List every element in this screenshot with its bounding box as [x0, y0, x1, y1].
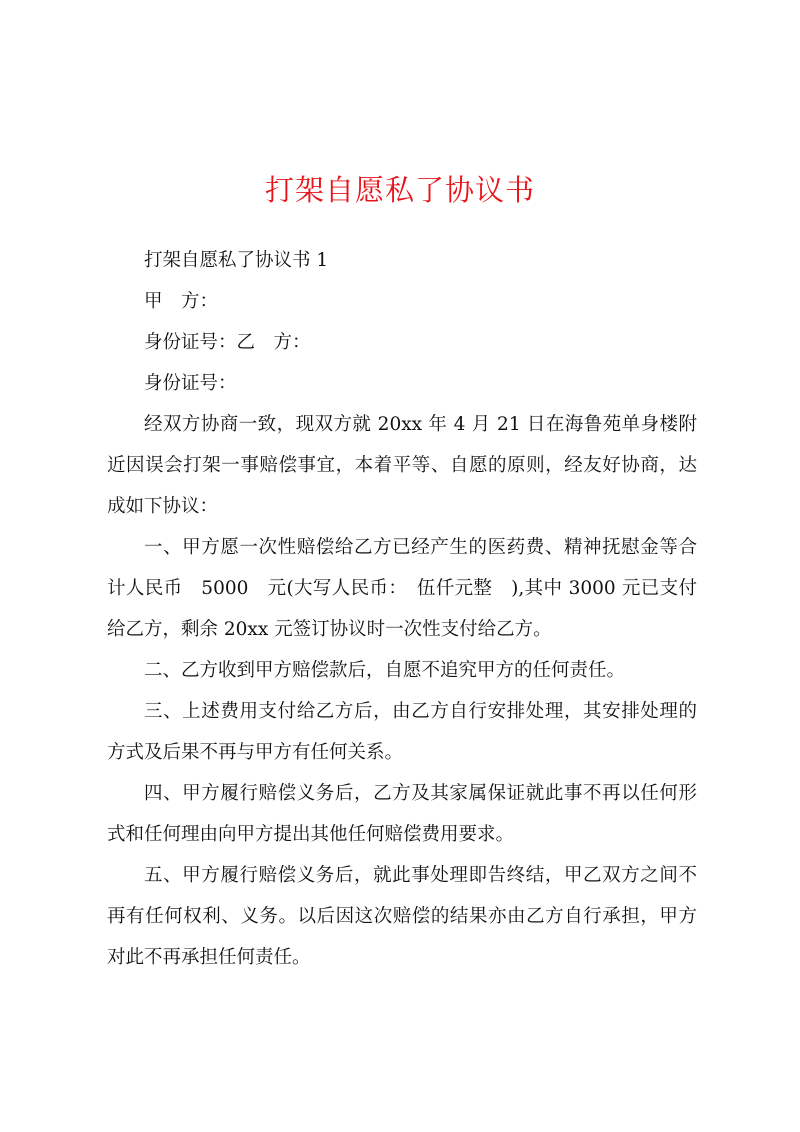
subtitle-paragraph: 打架自愿私了协议书 1 — [144, 250, 329, 271]
document-title: 打架自愿私了协议书 — [264, 173, 535, 207]
id-party-b-line: 身份证号：乙 方： — [144, 332, 311, 353]
clause-4-paragraph: 四、甲方履行赔偿义务后，乙方及其家属保证就此事不再以任何形式和任何理由向甲方提出其他任何赔偿费用要求。 — [107, 783, 697, 845]
clause-2-paragraph: 二、乙方收到甲方赔偿款后，自愿不追究甲方的任何责任。 — [144, 660, 626, 681]
id-line: 身份证号： — [144, 373, 237, 394]
intro-paragraph: 经双方协商一致，现双方就 20xx 年 4 月 21 日在海鲁苑单身楼附近因误会打架一事赔偿事宜，本着平等、自愿的原则，经友好协商，达成如下协议： — [107, 414, 697, 517]
clause-1-paragraph: 一、甲方愿一次性赔偿给乙方已经产生的医药费、精神抚慰金等合计人民币 5000 元(大写人民币： 伍仟元整 ),其中 3000 元已支付给乙方，剩余 20xx 元签订协议时一次性支付给乙方。 — [107, 537, 697, 640]
document-body — [107, 240, 697, 978]
clause-5-paragraph: 五、甲方履行赔偿义务后，就此事处理即告终结，甲乙双方之间不再有任何权利、义务。以后因这次赔偿的结果亦由乙方自行承担，甲方对此不再承担任何责任。 — [107, 865, 697, 968]
clause-3-paragraph: 三、上述费用支付给乙方后，由乙方自行安排处理，其安排处理的方式及后果不再与甲方有任何关系。 — [107, 701, 697, 763]
party-a-line: 甲 方： — [144, 291, 219, 312]
